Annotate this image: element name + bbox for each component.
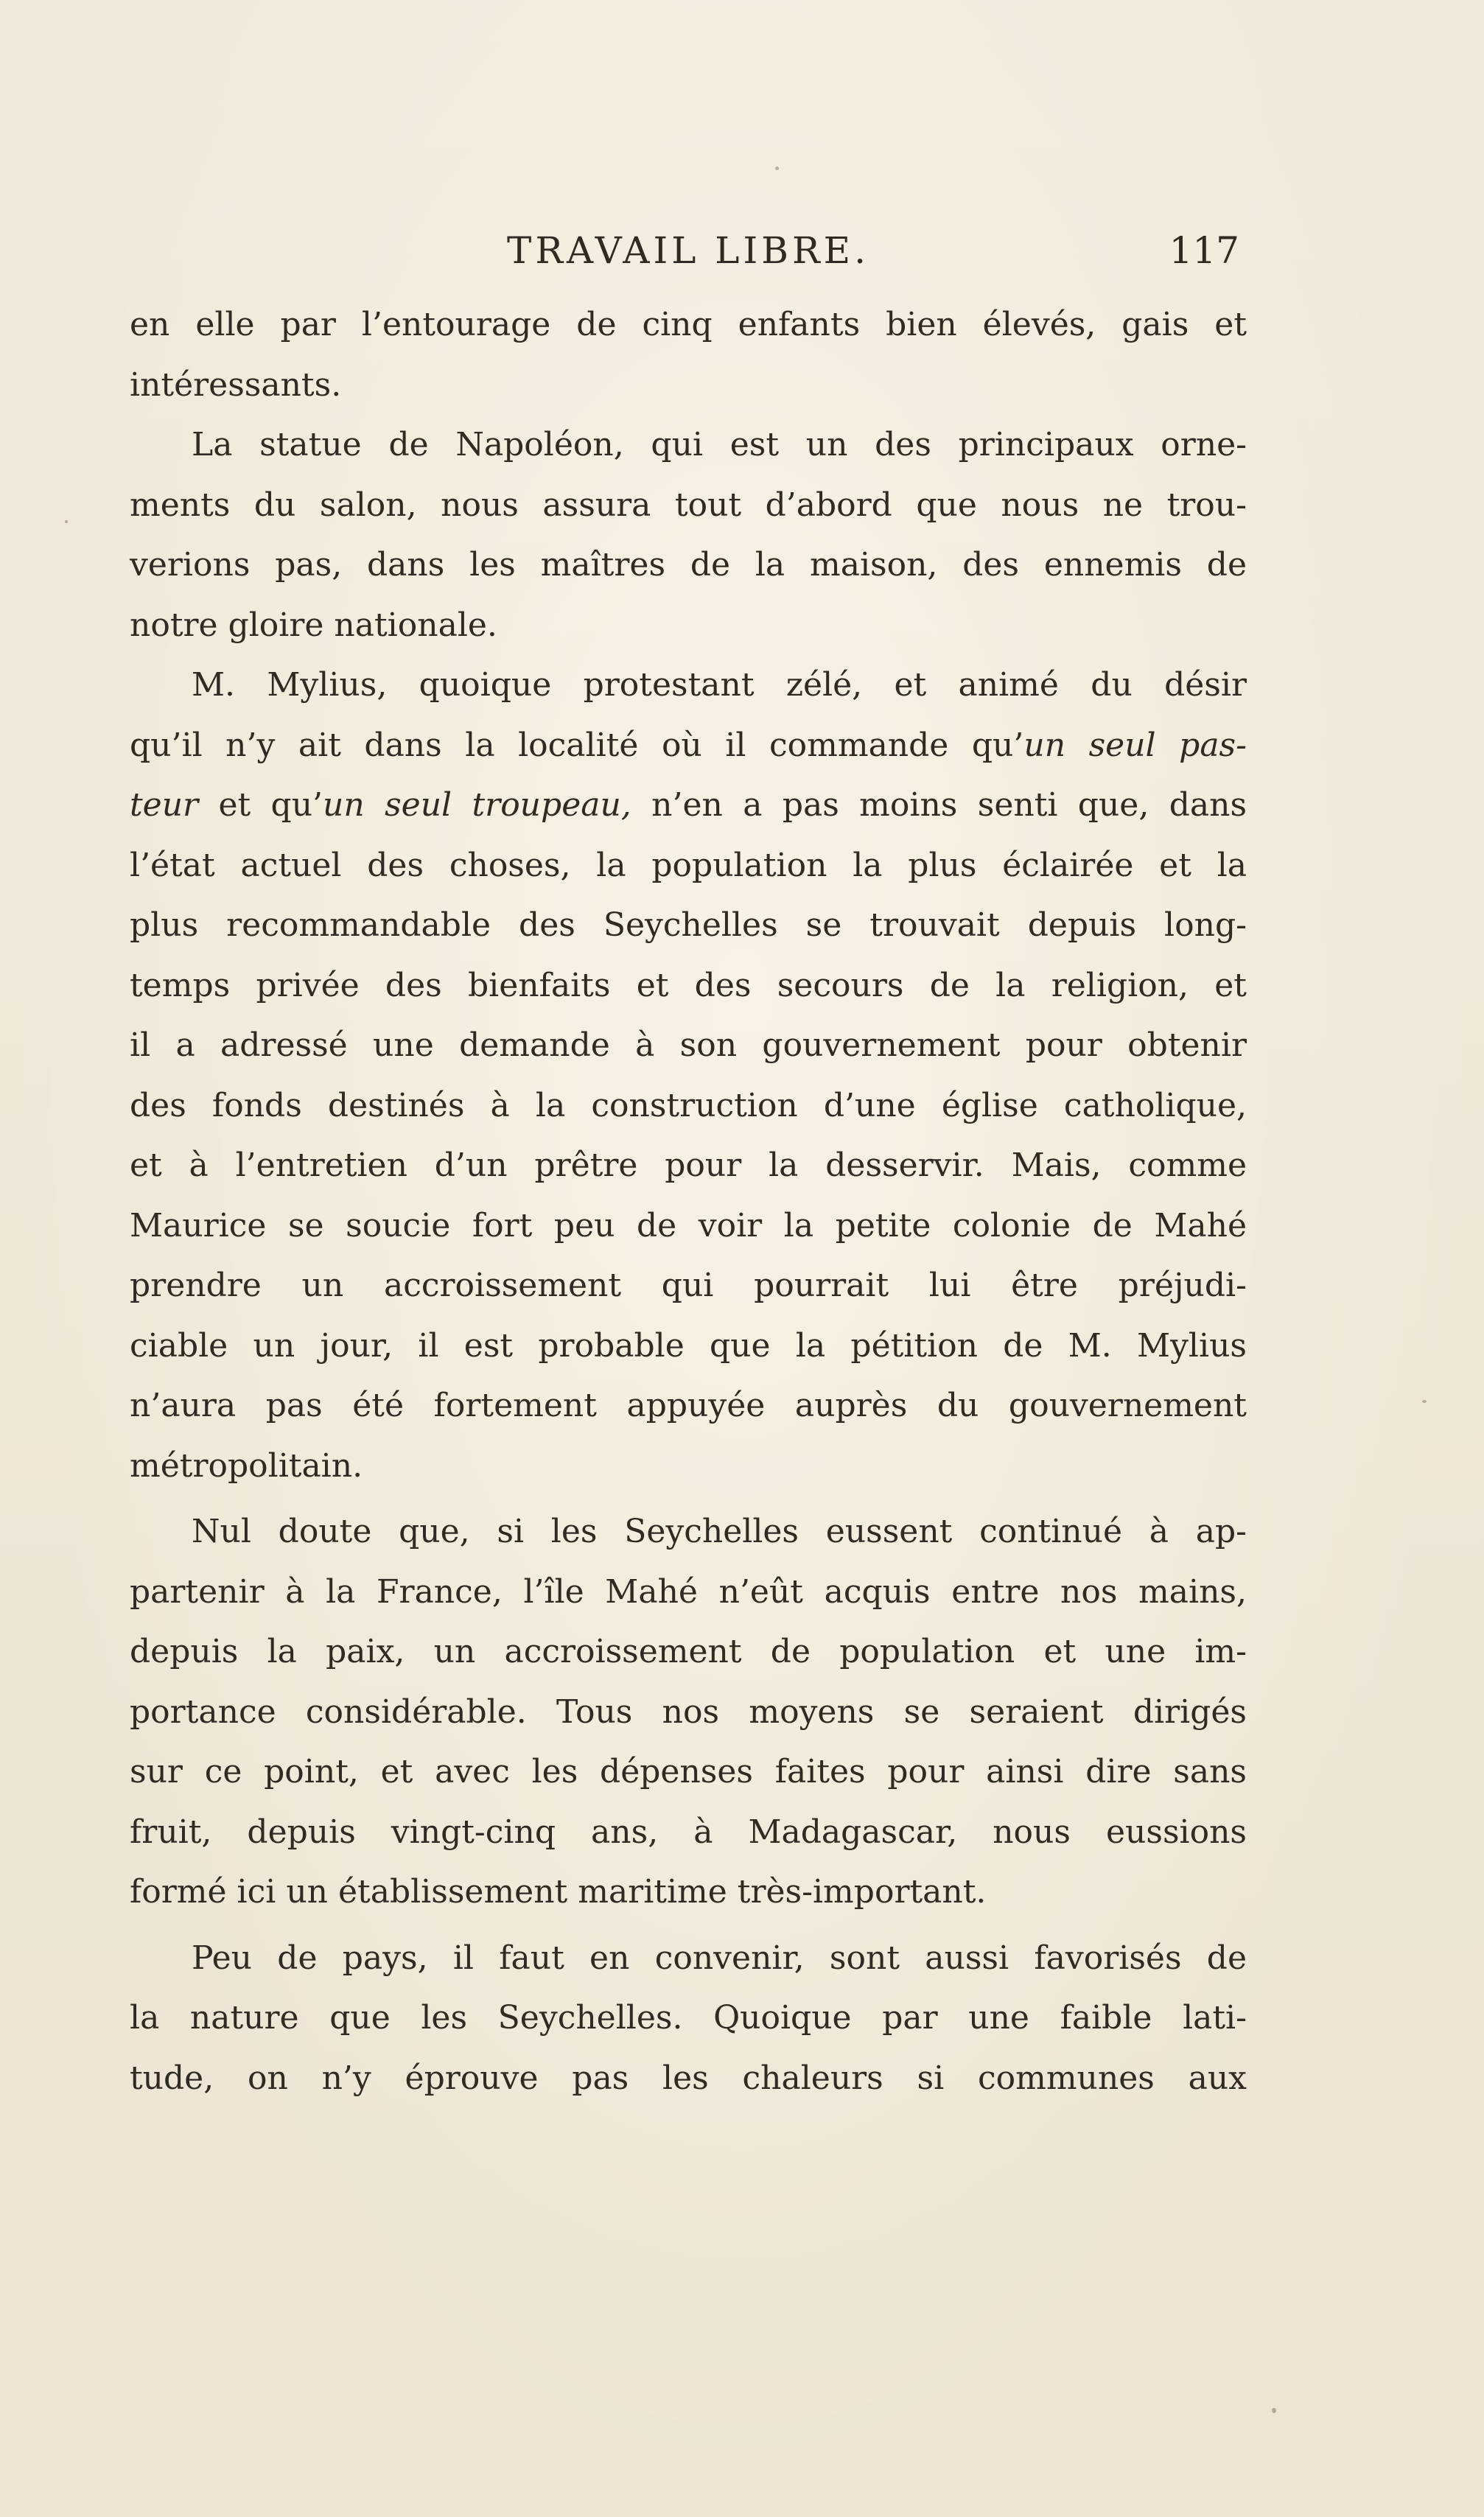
body-text xyxy=(130,295,1247,2108)
text-line: plus recommandable des Seychelles se trouvait depuis long- xyxy=(130,906,1247,944)
paper-spot xyxy=(775,167,779,170)
text-line: sur ce point, et avec les dépenses faites pour ainsi dire sans xyxy=(130,1753,1247,1790)
text-line: n’aura pas été fortement appuyée auprès du gouvernement xyxy=(130,1387,1247,1424)
text-line: verions pas, dans les maîtres de la maison, des ennemis de xyxy=(130,546,1247,584)
italic-phrase: un seul troupeau, xyxy=(323,786,631,824)
italic-phrase: un seul pas- xyxy=(1023,726,1247,764)
text-line: formé ici un établissement maritime très-important. xyxy=(130,1873,987,1911)
text-line: ciable un jour, il est probable que la pétition de M. Mylius xyxy=(130,1326,1247,1365)
page-number: 117 xyxy=(1169,229,1239,272)
text-segment: n’en a pas moins senti que, dans xyxy=(631,786,1247,824)
text-line: partenir à la France, l’île Mahé n’eût acquis entre nos mains, xyxy=(130,1572,1247,1611)
text-line: Nul doute que, si les Seychelles eussent continué à ap- xyxy=(192,1513,1247,1550)
text-line: temps privée des bienfaits et des secours de la religion, et xyxy=(130,966,1247,1004)
text-line: prendre un accroissement qui pourrait lui être préjudi- xyxy=(130,1267,1247,1304)
text-line: fruit, depuis vingt-cinq ans, à Madagascar, nous eussions xyxy=(130,1813,1247,1851)
text-line: La statue de Napoléon, qui est un des principaux orne- xyxy=(192,426,1247,463)
text-line: en elle par l’entourage de cinq enfants bien élevés, gais et xyxy=(130,306,1247,343)
paper-spot xyxy=(1272,2408,1276,2413)
paper-spot xyxy=(65,520,68,523)
text-line: Peu de pays, il faut en convenir, sont aussi favorisés de xyxy=(192,1939,1247,1977)
text-line xyxy=(130,775,1247,836)
running-title: TRAVAIL LIBRE. xyxy=(507,229,870,272)
text-line: Maurice se soucie fort peu de voir la petite colonie de Mahé xyxy=(130,1206,1247,1245)
text-line: M. Mylius, quoique protestant zélé, et animé du désir xyxy=(192,666,1247,704)
italic-phrase: teur xyxy=(130,786,199,824)
text-line: tude, on n’y éprouve pas les chaleurs si communes aux xyxy=(130,2059,1247,2097)
text-line: des fonds destinés à la construction d’une église catholique, xyxy=(130,1086,1247,1124)
text-line: l’état actuel des choses, la population la plus éclairée et la xyxy=(130,846,1247,884)
text-line: métropolitain. xyxy=(130,1446,363,1485)
text-line: portance considérable. Tous nos moyens se seraient dirigés xyxy=(130,1692,1247,1731)
paper-spot xyxy=(1422,1400,1427,1403)
text-line: et à l’entretien d’un prêtre pour la desservir. Mais, comme xyxy=(130,1147,1247,1184)
text-line: depuis la paix, un accroissement de population et une im- xyxy=(130,1633,1247,1670)
text-line: ments du salon, nous assura tout d’abord que nous ne trou- xyxy=(130,486,1247,524)
text-segment: qu’il n’y ait dans la localité où il commande qu’ xyxy=(130,726,1024,764)
text-line: notre gloire nationale. xyxy=(130,606,497,644)
text-line: la nature que les Seychelles. Quoique par une faible lati- xyxy=(130,1999,1247,2037)
text-line: il a adressé une demande à son gouvernement pour obtenir xyxy=(130,1026,1247,1064)
text-line xyxy=(130,715,1247,776)
text-segment: et qu’ xyxy=(198,786,323,824)
page-header xyxy=(130,221,1247,280)
text-line: intéressants. xyxy=(130,365,342,404)
